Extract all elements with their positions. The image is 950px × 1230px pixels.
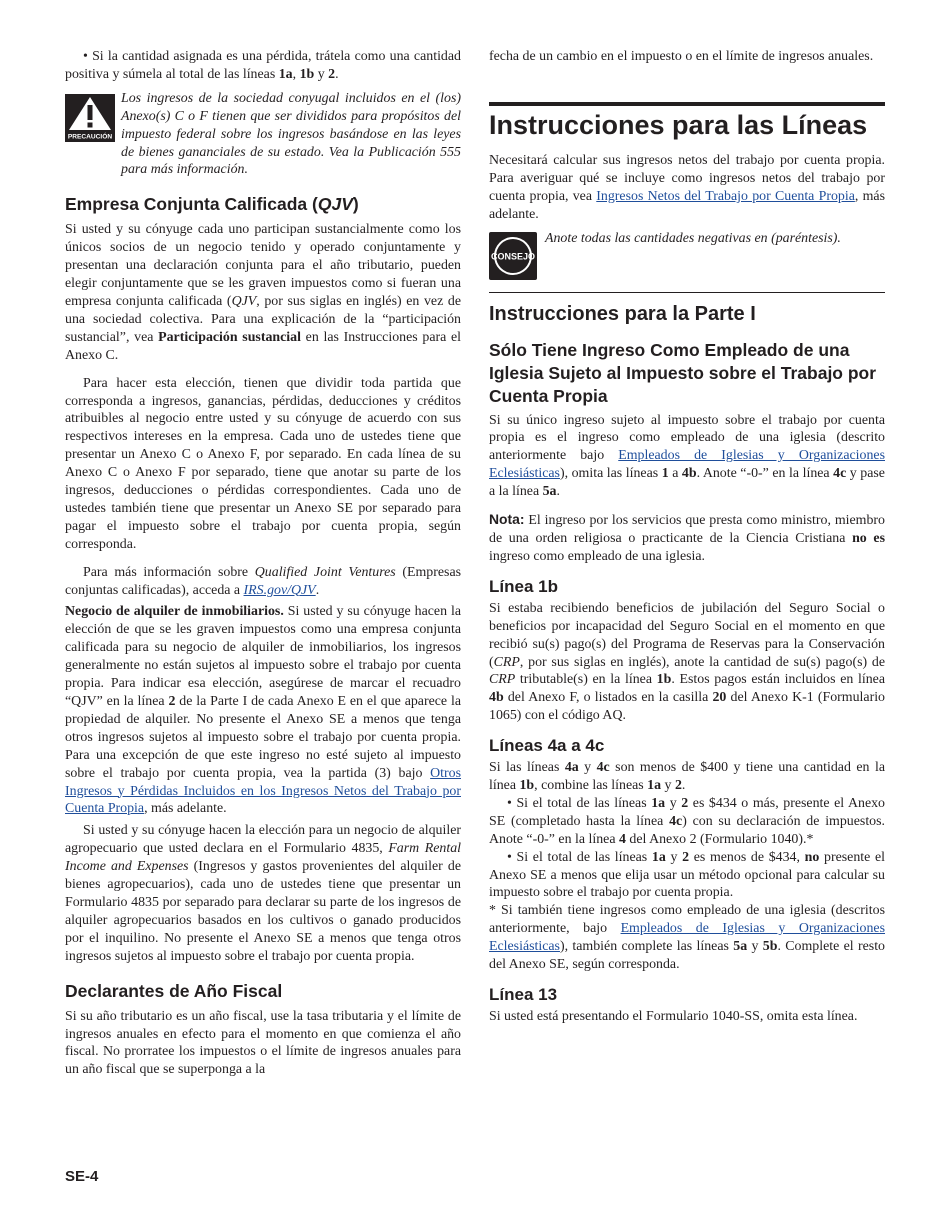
lines-4-paragraph: Si las líneas 4a y 4c son menos de $400 y tiene una cantidad en la línea 1b, combine las líneas 1a y 2.: [489, 760, 885, 794]
fiscal-year-continued: fecha de un cambio en el impuesto o en el límite de ingresos anuales.: [489, 49, 874, 64]
lines-4a-4c-heading: Líneas 4a a 4c: [489, 736, 605, 756]
church-heading: Sólo Tiene Ingreso Como Empleado de una Iglesia Sujeto al Impuesto sobre el Trabajo por Cuenta Propia: [489, 339, 877, 406]
part1-heading: Instrucciones para la Parte I: [489, 302, 756, 325]
qjv-rental-paragraph: Negocio de alquiler de inmobiliarios. Si usted y su cónyuge hacen la elección de que se les graven impuestos como una empresa conjunta calificada para su negocio de alquiler de inmobiliarios, los ingresos generalmente no están sujetos al impuesto sobre el trabajo por cuenta propia. Para indicar esa elección, asegúrese de marcar el recuadro “QJV” en la línea 2 de la Parte I de cada Anexo E en el que aparece la propiedad de alquiler. No presente el Anexo SE a menos que tenga otros ingresos sujetos al impuesto sobre el trabajo por cuenta propia. Para una excepción de que este ingreso no esté sujeto al impuesto sobre el trabajo por cuenta propia, vea la partida (3) bajo Otros Ingresos y Pérdidas Incluidos en los Ingresos Netos del Trabajo por Cuenta Propia, más adelante.: [65, 604, 461, 817]
caution-text: Los ingresos de la sociedad conyugal incluidos en el (los) Anexo(s) C o F tienen que ser divididos para propósitos del impuesto federal sobre los ingresos basándose en las leyes de bienes gananciales de su estado. Vea la Publicación 555 para más información.: [121, 90, 461, 178]
otros-ingresos-link[interactable]: Otros Ingresos y Pérdidas Incluidos en los Ingresos Netos del Trabajo por Cuenta Propia: [65, 765, 461, 817]
bullet-loss: • Si la cantidad asignada es una pérdida, trátela como una cantidad positiva y súmela al total de las líneas 1a, 1b y 2.: [65, 49, 461, 82]
page-number: SE-4: [65, 1168, 99, 1185]
caution-icon: [65, 94, 115, 142]
line-13-paragraph: Si usted está presentando el Formulario 1040-SS, omita esta línea.: [489, 1009, 858, 1024]
qjv-paragraph-2: Para hacer esta elección, tienen que dividir toda partida que corresponda a ingresos, ganancias, pérdidas, deducciones y créditos atribuibles al negocio entre usted y su cónyuge de acuerdo con sus respectivos intereses en la empresa. Cada uno de ustedes tiene que presentar un Anexo C o Anexo F, por separado. En cada línea de su Anexo C o Anexo F por separado, tiene que anotar su parte de los ingresos, deducciones o pérdidas correspondientes. Cada uno de ustedes también tiene que presentar un Anexo SE por separado para pagar el impuesto sobre el trabajo por cuenta propia, según corresponda.: [65, 375, 461, 552]
part1-rule: [489, 292, 885, 293]
lines-4-footnote: * Si también tiene ingresos como empleado de una iglesia (descritos anteriormente, bajo Empleados de Iglesias y Organizaciones Eclesiásticas), también complete las líneas 5a y 5b. Complete el resto del Anexo SE, según corresponda.: [489, 903, 886, 973]
tip-note: [489, 230, 885, 280]
qjv-heading: Empresa Conjunta Calificada (QJV): [65, 194, 359, 215]
irs-qjv-link[interactable]: IRS.gov/QJV: [243, 582, 316, 598]
lines-4-bullet-2: • Si el total de las líneas 1a y 2 es menos de $434, no presente el Anexo SE a menos que elija usar un método opcional para calcular su impuesto sobre el trabajo por cuenta propia.: [489, 849, 885, 901]
lines-4-bullet-1: • Si el total de las líneas 1a y 2 es $434 o más, presente el Anexo SE (completado hasta la línea 4c) con su declaración de impuestos. Anote “-0-” en la línea 4 del Anexo 2 (Formulario 1040).*: [489, 795, 886, 847]
qjv-paragraph-1: Si usted y su cónyuge cada uno participan sustancialmente como los únicos socios de un negocio tenido y operado conjuntamente y presentan una declaración conjunta para el año tributario, pueden elegir conjuntamente que se les graven impuestos como si fueran una empresa conjunta calificada (QJV, por sus siglas en inglés) en vez de una sociedad colectiva. Para una explicación de la “participación sustancial”, vea Participación sustancial en las Instrucciones para el Anexo C.: [65, 222, 462, 363]
main-heading: Instrucciones para las Líneas: [489, 109, 868, 140]
qjv-paragraph-3: Para más información sobre Qualified Joint Ventures (Empresas conjuntas calificadas), acceda a IRS.gov/QJV.: [65, 564, 462, 598]
line-13-heading: Línea 13: [489, 985, 558, 1004]
line-1b-paragraph: Si estaba recibiendo beneficios de jubilación del Seguro Social o beneficios por incapacidad del Seguro Social en el momento en que recibió su(s) pago(s) del Programa de Reservas para la Conservación (CRP, por sus siglas en inglés), anote la cantidad de su(s) pago(s) de CRP tributable(s) en la línea 1b. Estos pagos están incluidos en línea 4b del Anexo F, o listados en la casilla 20 del Anexo K-1 (Formulario 1065) con el código AQ.: [489, 600, 885, 724]
right-column: [489, 48, 885, 1026]
caution-icon-label: PRECAUCIÓN: [67, 133, 113, 141]
qjv-farm-paragraph: Si usted y su cónyuge hacen la elección para un negocio de alquiler agropecuario que usted declara en el Formulario 4835, Farm Rental Income and Expenses (Ingresos y gastos provenientes del alquiler de bienes agropecuarios), cada uno de ustedes tiene que presentar un Formulario 4835 por separado para declarar su parte de los ingresos de alquiler agropecuarios basados en los cultivos o ganado producidos por el inquilino. No presente el Anexo SE a menos que tenga otros ingresos sujetos al impuesto sobre el trabajo por cuenta propia.: [65, 823, 462, 964]
intro-paragraph: Necesitará calcular sus ingresos netos del trabajo por cuenta propia. Para averiguar qué se incluye como ingresos netos del trabajo por cuenta propia, vea Ingresos Netos del Trabajo por Cuenta Propia, más adelante.: [489, 152, 886, 222]
line-1b-heading: Línea 1b: [489, 576, 558, 596]
empleados-iglesias-link-1[interactable]: Empleados de Iglesias y Organizaciones Eclesiásticas: [489, 448, 885, 482]
church-note: Nota: El ingreso por los servicios que presta como ministro, miembro de una orden religiosa o practicante de la Ciencia Cristiana no es ingreso como empleado de una iglesia.: [489, 511, 885, 564]
left-column: [65, 48, 461, 1079]
caution-note: [65, 90, 461, 180]
consejo-icon: [489, 232, 537, 280]
fiscal-year-paragraph: Si su año tributario es un año fiscal, use la tasa tributaria y el límite de ingresos anuales en efecto para el momento en que comienza el año fiscal. No prorratee los impuestos o el límite de ingresos anuales para un año fiscal que se superponga a la: [65, 1008, 461, 1078]
fiscal-year-heading: Declarantes de Año Fiscal: [65, 980, 283, 1001]
ingresos-netos-link[interactable]: Ingresos Netos del Trabajo por Cuenta Propia: [596, 188, 855, 204]
tip-text: Anote todas las cantidades negativas en (paréntesis).: [545, 230, 841, 246]
consejo-icon-label: CONSEJO: [490, 251, 536, 262]
empleados-iglesias-link-2[interactable]: Empleados de Iglesias y Organizaciones Eclesiásticas: [489, 921, 885, 955]
church-paragraph: Si su único ingreso sujeto al impuesto sobre el trabajo por cuenta propia es el ingreso como empleado de una iglesia (descrito anteriormente bajo Empleados de Iglesias y Organizaciones Eclesiásticas), omita las líneas 1 a 4b. Anote “-0-” en la línea 4c y pase a la línea 5a.: [489, 412, 885, 500]
